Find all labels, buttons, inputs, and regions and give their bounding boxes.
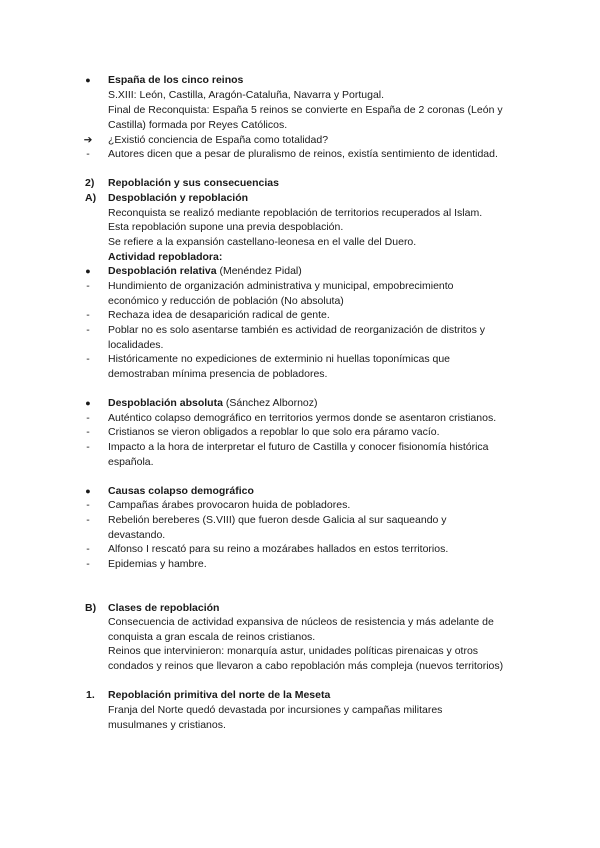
text-line: Se refiere a la expansión castellano-leonesa en el valle del Duero. xyxy=(108,236,417,248)
section-heading: España de los cinco reinos xyxy=(108,74,244,86)
text-line: Castilla) formada por Reyes Católicos. xyxy=(108,119,288,131)
dash-marker: - xyxy=(86,324,90,336)
subsection-heading: Clases de repoblación xyxy=(108,602,220,614)
subheading: Actividad repobladora: xyxy=(108,251,223,263)
text-line: devastando. xyxy=(108,529,166,541)
text-line: Cristianos se vieron obligados a repoblar lo que solo era páramo vacío. xyxy=(108,426,440,438)
text-line: Alfonso I rescató para su reino a mozárabes hallados en estos territorios. xyxy=(108,543,449,555)
dash-marker: - xyxy=(86,558,90,570)
section-heading: Repoblación y sus consecuencias xyxy=(108,177,279,189)
dash-marker: - xyxy=(86,148,90,160)
subsection-marker: B) xyxy=(85,602,97,614)
topic-heading: Causas colapso demográfico xyxy=(108,485,254,497)
text-line: Impacto a la hora de interpretar el futuro de Castilla y conocer fisionomía histórica xyxy=(108,441,489,453)
section-number: 1. xyxy=(86,689,95,701)
text-line: Hundimiento de organización administrativa y municipal, empobrecimiento xyxy=(108,280,454,292)
section-heading: Repoblación primitiva del norte de la Meseta xyxy=(108,689,331,701)
text-line: localidades. xyxy=(108,339,164,351)
dash-marker: - xyxy=(86,543,90,555)
text-line: Autores dicen que a pesar de pluralismo de reinos, existía sentimiento de identidad. xyxy=(108,148,498,160)
text-line: Reconquista se realizó mediante repoblación de territorios recuperados al Islam. xyxy=(108,207,483,219)
text-line: Históricamente no expediciones de exterminio ni huellas toponímicas que xyxy=(108,353,451,365)
text-line: Rebelión bereberes (S.VIII) que fueron desde Galicia al sur saqueando y xyxy=(108,514,447,526)
text-line: Poblar no es solo asentarse también es actividad de reorganización de distritos y xyxy=(108,324,486,336)
text-line: Final de Reconquista: España 5 reinos se convierte en España de 2 coronas (León y xyxy=(108,104,503,116)
dash-marker: - xyxy=(86,441,90,453)
text-line: Campañas árabes provocaron huida de pobladores. xyxy=(108,499,351,511)
text-line: Epidemias y hambre. xyxy=(108,558,207,570)
text-line: demostraban mínima presencia de pobladores. xyxy=(108,368,328,380)
text-line: S.XIII: León, Castilla, Aragón-Cataluña, Navarra y Portugal. xyxy=(108,89,385,101)
subsection-heading: Despoblación y repoblación xyxy=(108,192,249,204)
bullet-marker: ● xyxy=(85,75,91,85)
text-line: Franja del Norte quedó devastada por incursiones y campañas militares xyxy=(108,704,443,716)
topic-heading: Despoblación absoluta (Sánchez Albornoz) xyxy=(108,397,318,409)
bullet-marker: ● xyxy=(85,486,91,496)
dash-marker: - xyxy=(86,353,90,365)
text-line: Consecuencia de actividad expansiva de núcleos de resistencia y más adelante de xyxy=(108,616,494,628)
subsection-marker: A) xyxy=(85,192,97,204)
text-line: conquista a gran escala de reinos cristianos. xyxy=(108,631,316,643)
text-line: Esta repoblación supone una previa despoblación. xyxy=(108,221,344,233)
text-line: económico y reducción de población (No absoluta) xyxy=(108,295,344,307)
arrow-marker: ➔ xyxy=(83,134,93,146)
bullet-marker: ● xyxy=(85,266,91,276)
text-line: Reinos que intervinieron: monarquía astur, unidades políticas pirenaicas y otros xyxy=(108,645,479,657)
text-line: musulmanes y cristianos. xyxy=(108,719,226,731)
text-line: Rechaza idea de desaparición radical de gente. xyxy=(108,309,330,321)
bullet-marker: ● xyxy=(85,398,91,408)
section-number: 2) xyxy=(85,177,95,189)
dash-marker: - xyxy=(86,412,90,424)
dash-marker: - xyxy=(86,499,90,511)
text-line: Auténtico colapso demográfico en territorios yermos donde se asentaron cristianos. xyxy=(108,412,497,424)
dash-marker: - xyxy=(86,280,90,292)
text-line: española. xyxy=(108,456,154,468)
dash-marker: - xyxy=(86,426,90,438)
text-line: ¿Existió conciencia de España como totalidad? xyxy=(108,134,329,146)
topic-heading: Despoblación relativa (Menéndez Pidal) xyxy=(108,265,302,277)
text-line: condados y reinos que llevaron a cabo repoblación más compleja (nuevos territorios) xyxy=(108,660,504,672)
dash-marker: - xyxy=(86,309,90,321)
dash-marker: - xyxy=(86,514,90,526)
